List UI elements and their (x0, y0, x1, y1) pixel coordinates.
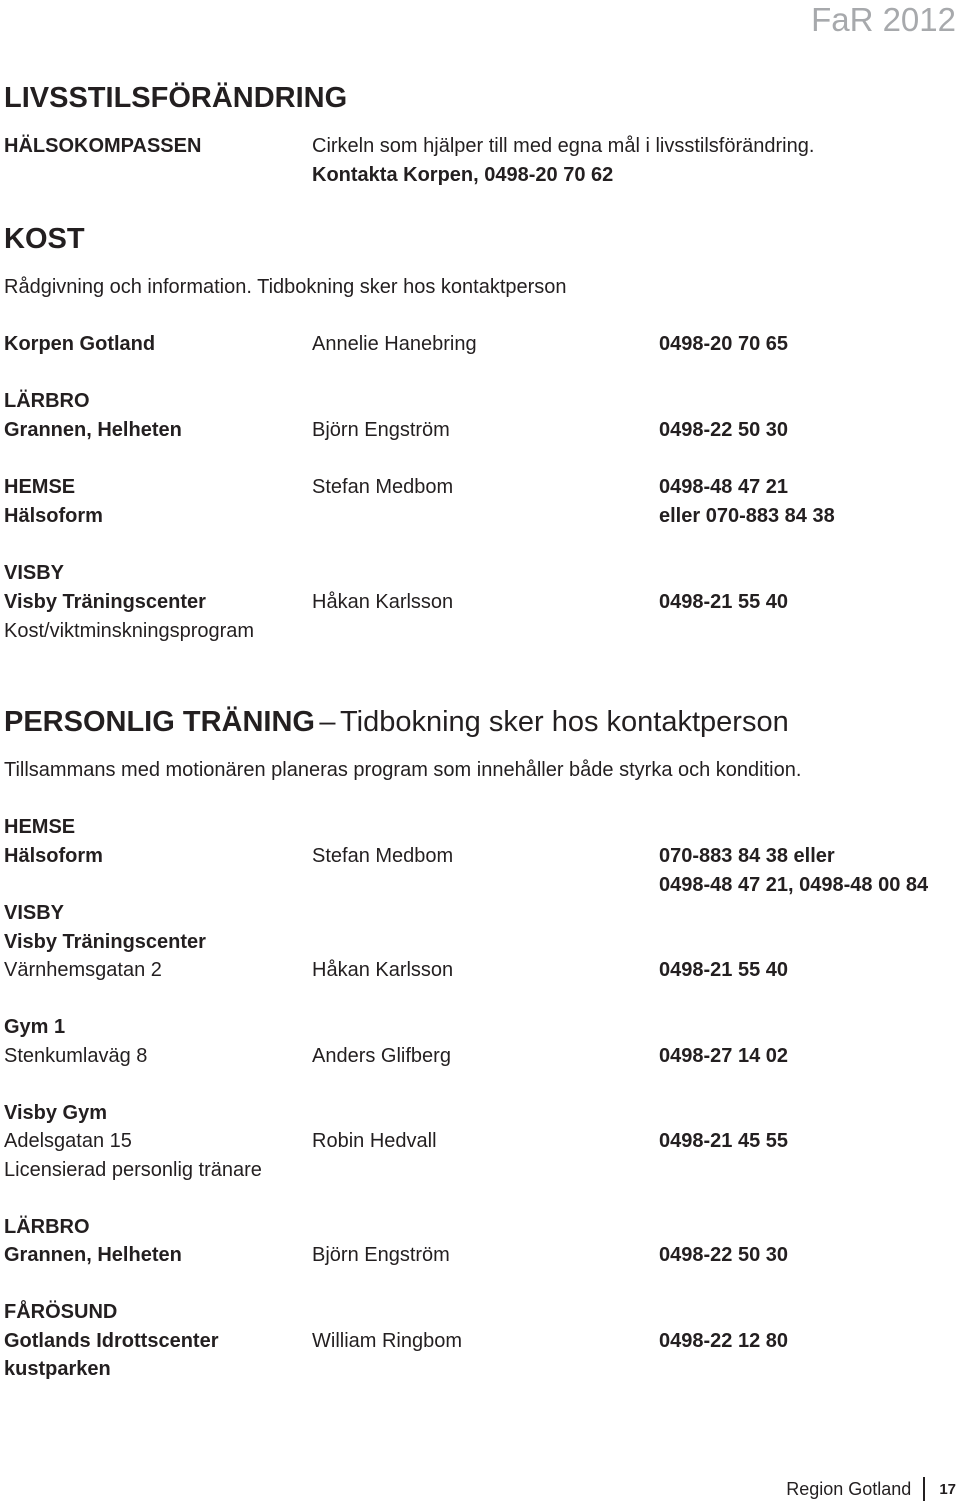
pt-larbro-name: Grannen, Helheten (4, 1244, 182, 1266)
pt-visbygym-note: Licensierad personlig tränare (4, 1159, 262, 1181)
footer-divider (923, 1477, 925, 1501)
pt-visbygym-address: Adelsgatan 15 (4, 1130, 132, 1152)
kost-hemse-phone: 0498-48 47 21 (659, 476, 789, 498)
kost-korpen-person: Annelie Hanebring (312, 333, 477, 355)
halsokompassen-desc: Cirkeln som hjälper till med egna mål i livsstilsförändring. (312, 135, 815, 157)
halsokompassen-label: HÄLSOKOMPASSEN (4, 135, 202, 157)
pt-farosund-name: Gotlands Idrottscenter (4, 1330, 219, 1352)
pt-visby-phone: 0498-21 55 40 (659, 959, 789, 981)
pt-gym1-person: Anders Glifberg (312, 1045, 451, 1067)
section-heading-kost: KOST (4, 223, 85, 255)
kost-visby-name: Visby Träningscenter (4, 591, 206, 613)
pt-hemse-phone2: 0498-48 47 21, 0498-48 00 84 (659, 874, 929, 896)
pt-gym1-address: Stenkumlaväg 8 (4, 1045, 148, 1067)
kost-hemse-name: Hälsoform (4, 505, 103, 527)
pt-heading-bold: PERSONLIG TRÄNING (4, 706, 315, 738)
pt-visby-address: Värnhemsgatan 2 (4, 959, 162, 981)
pt-visbygym-person: Robin Hedvall (312, 1130, 437, 1152)
kost-larbro-name: Grannen, Helheten (4, 419, 182, 441)
kost-visby-region: VISBY (4, 562, 65, 584)
section-heading-personlig-traning (4, 703, 789, 746)
kost-korpen-name: Korpen Gotland (4, 333, 156, 355)
kost-hemse-person: Stefan Medbom (312, 476, 454, 498)
pt-larbro-region: LÄRBRO (4, 1216, 90, 1238)
pt-farosund-person: William Ringbom (312, 1330, 463, 1352)
pt-hemse-phone: 070-883 84 38 eller (659, 845, 835, 867)
kost-intro: Rådgivning och information. Tidbokning sker hos kontaktperson (4, 276, 567, 298)
pt-hemse-region: HEMSE (4, 816, 76, 838)
pt-visbygym-name: Visby Gym (4, 1102, 108, 1124)
kost-larbro-person: Björn Engström (312, 419, 450, 441)
kost-korpen-phone: 0498-20 70 65 (659, 333, 789, 355)
pt-gym1-name: Gym 1 (4, 1016, 66, 1038)
pt-gym1-phone: 0498-27 14 02 (659, 1045, 789, 1067)
section-heading-livsstil: LIVSSTILSFÖRÄNDRING (4, 82, 348, 114)
kost-visby-program: Kost/viktminskningsprogram (4, 620, 255, 642)
pt-visby-region: VISBY (4, 902, 65, 924)
pt-heading-dash: – (319, 706, 336, 738)
page-footer (786, 1476, 956, 1502)
pt-intro: Tillsammans med motionären planeras program som innehåller både styrka och kondition. (4, 759, 802, 781)
page-header-title: FaR 2012 (811, 1, 956, 38)
pt-visbygym-phone: 0498-21 45 55 (659, 1130, 789, 1152)
kost-larbro-phone: 0498-22 50 30 (659, 419, 789, 441)
pt-farosund-phone: 0498-22 12 80 (659, 1330, 789, 1352)
kost-visby-person: Håkan Karlsson (312, 591, 454, 613)
halsokompassen-contact: Kontakta Korpen, 0498-20 70 62 (312, 164, 614, 186)
footer-page-number: 17 (939, 1480, 956, 1498)
pt-heading-rest: Tidbokning sker hos kontaktperson (340, 706, 789, 738)
kost-hemse-region: HEMSE (4, 476, 76, 498)
pt-hemse-name: Hälsoform (4, 845, 103, 867)
kost-hemse-phone2: eller 070-883 84 38 (659, 505, 835, 527)
pt-farosund-region: FÅRÖSUND (4, 1301, 118, 1323)
footer-org: Region Gotland (786, 1478, 912, 1499)
kost-visby-phone: 0498-21 55 40 (659, 591, 789, 613)
pt-visby-name: Visby Träningscenter (4, 931, 206, 953)
kost-larbro-region: LÄRBRO (4, 390, 90, 412)
pt-hemse-person: Stefan Medbom (312, 845, 454, 867)
pt-larbro-phone: 0498-22 50 30 (659, 1244, 789, 1266)
pt-larbro-person: Björn Engström (312, 1244, 450, 1266)
pt-farosund-name2: kustparken (4, 1358, 111, 1380)
pt-visby-person: Håkan Karlsson (312, 959, 454, 981)
